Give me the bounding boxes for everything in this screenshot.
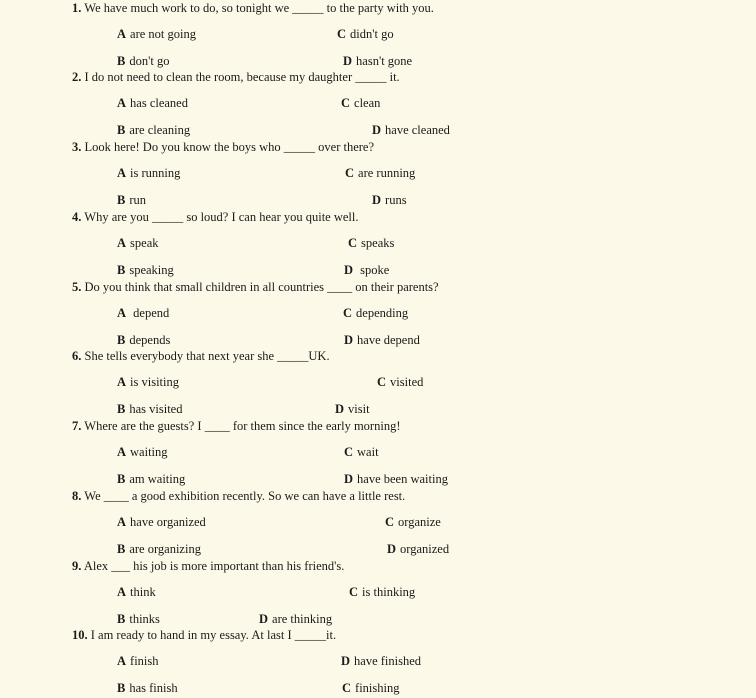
option-letter: B	[117, 193, 126, 207]
question-number: 10.	[72, 628, 88, 642]
option-text: are cleaning	[129, 123, 191, 137]
option-9b[interactable]	[117, 612, 160, 627]
option-text: hasn't gone	[356, 54, 413, 68]
option-text: don't go	[129, 54, 170, 68]
option-text: thinks	[129, 612, 160, 626]
option-text: finishing	[355, 681, 400, 695]
option-letter: B	[117, 681, 126, 695]
option-1c[interactable]	[337, 27, 394, 42]
option-1b[interactable]	[117, 54, 169, 69]
question-9	[72, 559, 344, 574]
option-text: visited	[390, 375, 424, 389]
option-text: run	[129, 193, 147, 207]
option-letter: B	[117, 333, 126, 347]
option-10b[interactable]	[117, 681, 178, 696]
option-text: clean	[354, 96, 381, 110]
question-text: Alex ___ his job is more important than his friend's.	[83, 559, 345, 573]
option-text: finish	[130, 654, 159, 668]
option-letter: B	[117, 123, 126, 137]
question-8	[72, 489, 405, 504]
option-6d[interactable]	[335, 402, 370, 417]
option-5d[interactable]	[344, 333, 420, 348]
question-text: Why are you _____ so loud? I can hear you quite well.	[84, 210, 359, 224]
option-text: think	[130, 585, 156, 599]
question-text: We ____ a good exhibition recently. So we can have a little rest.	[84, 489, 406, 503]
question-1	[72, 1, 434, 16]
option-letter: C	[348, 236, 358, 250]
option-letter: A	[117, 236, 127, 250]
option-letter: C	[345, 166, 355, 180]
option-3c[interactable]	[345, 166, 415, 181]
option-text: is running	[130, 166, 181, 180]
option-text: depend	[130, 306, 170, 320]
option-text: waiting	[130, 445, 168, 459]
option-2a[interactable]	[117, 96, 188, 111]
option-text: speak	[130, 236, 159, 250]
option-9d[interactable]	[259, 612, 332, 627]
option-10c[interactable]	[342, 681, 399, 696]
option-3d[interactable]	[372, 193, 407, 208]
option-5c[interactable]	[343, 306, 408, 321]
option-7d[interactable]	[344, 472, 448, 487]
option-1a[interactable]	[117, 27, 196, 42]
option-letter: B	[117, 542, 126, 556]
option-letter: C	[349, 585, 359, 599]
option-letter: A	[117, 306, 127, 320]
option-letter: A	[117, 654, 127, 668]
question-number: 6.	[72, 349, 82, 363]
question-text: Look here! Do you know the boys who _____ over there?	[84, 140, 375, 154]
option-letter: C	[385, 515, 395, 529]
option-text: are thinking	[272, 612, 333, 626]
option-letter: D	[344, 333, 354, 347]
option-3a[interactable]	[117, 166, 180, 181]
question-text: Where are the guests? I ____ for them since the early morning!	[84, 419, 401, 433]
option-letter: C	[342, 681, 352, 695]
option-letter: C	[377, 375, 387, 389]
option-letter: A	[117, 445, 127, 459]
option-text: runs	[385, 193, 407, 207]
option-letter: C	[341, 96, 351, 110]
option-letter: D	[372, 123, 382, 137]
question-5	[72, 280, 439, 295]
option-text: depending	[356, 306, 409, 320]
option-5b[interactable]	[117, 333, 170, 348]
option-letter: A	[117, 96, 127, 110]
option-letter: A	[117, 27, 127, 41]
option-4a[interactable]	[117, 236, 159, 251]
option-text: organized	[400, 542, 450, 556]
option-letter: D	[335, 402, 345, 416]
question-3	[72, 140, 374, 155]
question-2	[72, 70, 400, 85]
question-text: Do you think that small children in all countries ____ on their parents?	[84, 280, 439, 294]
option-text: have finished	[354, 654, 422, 668]
option-text: speaks	[361, 236, 395, 250]
option-letter: D	[343, 54, 353, 68]
question-number: 8.	[72, 489, 82, 503]
question-number: 3.	[72, 140, 82, 154]
option-4b[interactable]	[117, 263, 174, 278]
option-text: wait	[357, 445, 379, 459]
question-text: I do not need to clean the room, because my daughter _____ it.	[84, 70, 400, 84]
option-10d[interactable]	[341, 654, 421, 669]
option-text: didn't go	[350, 27, 394, 41]
option-7a[interactable]	[117, 445, 168, 460]
option-3b[interactable]	[117, 193, 146, 208]
question-number: 4.	[72, 210, 82, 224]
option-letter: D	[387, 542, 397, 556]
option-text: are organizing	[129, 542, 201, 556]
option-letter: B	[117, 263, 126, 277]
option-letter: A	[117, 166, 127, 180]
option-2b[interactable]	[117, 123, 190, 138]
option-text: has visited	[129, 402, 183, 416]
option-8b[interactable]	[117, 542, 201, 557]
option-text: have depend	[357, 333, 420, 347]
option-6b[interactable]	[117, 402, 182, 417]
option-2d[interactable]	[372, 123, 450, 138]
option-letter: A	[117, 375, 127, 389]
option-letter: A	[117, 585, 127, 599]
option-text: depends	[129, 333, 171, 347]
option-9c[interactable]	[349, 585, 415, 600]
option-letter: D	[344, 263, 354, 277]
option-letter: B	[117, 54, 126, 68]
option-letter: C	[343, 306, 353, 320]
question-number: 5.	[72, 280, 82, 294]
option-8a[interactable]	[117, 515, 206, 530]
question-number: 7.	[72, 419, 82, 433]
option-text: is thinking	[362, 585, 416, 599]
option-text: has finish	[129, 681, 178, 695]
option-letter: D	[372, 193, 382, 207]
question-10	[72, 628, 336, 643]
option-text: speaking	[129, 263, 174, 277]
question-number: 2.	[72, 70, 82, 84]
option-letter: A	[117, 515, 127, 529]
question-6	[72, 349, 330, 364]
option-letter: C	[337, 27, 347, 41]
question-7	[72, 419, 400, 434]
option-8c[interactable]	[385, 515, 441, 530]
option-letter: C	[344, 445, 354, 459]
question-text: I am ready to hand in my essay. At last I _____it.	[90, 628, 337, 642]
question-number: 9.	[72, 559, 82, 573]
option-8d[interactable]	[387, 542, 449, 557]
option-text: have cleaned	[385, 123, 450, 137]
option-letter: D	[344, 472, 354, 486]
option-text: spoke	[357, 263, 390, 277]
option-text: is visiting	[130, 375, 179, 389]
option-text: have been waiting	[357, 472, 448, 486]
option-letter: B	[117, 402, 126, 416]
question-text: She tells everybody that next year she _____UK.	[84, 349, 330, 363]
question-4	[72, 210, 359, 225]
option-text: am waiting	[129, 472, 186, 486]
option-letter: B	[117, 612, 126, 626]
option-6c[interactable]	[377, 375, 423, 390]
option-4d[interactable]	[344, 263, 389, 278]
option-9a[interactable]	[117, 585, 156, 600]
option-text: are running	[358, 166, 416, 180]
question-text: We have much work to do, so tonight we _____ to the party with you.	[84, 1, 434, 15]
option-5a[interactable]	[117, 306, 169, 321]
option-letter: D	[341, 654, 351, 668]
option-text: organize	[398, 515, 441, 529]
option-text: have organized	[130, 515, 206, 529]
option-text: are not going	[130, 27, 196, 41]
option-1d[interactable]	[343, 54, 412, 69]
option-text: has cleaned	[130, 96, 188, 110]
option-6a[interactable]	[117, 375, 179, 390]
option-4c[interactable]	[348, 236, 394, 251]
option-letter: D	[259, 612, 269, 626]
option-7c[interactable]	[344, 445, 379, 460]
option-text: visit	[348, 402, 370, 416]
option-2c[interactable]	[341, 96, 380, 111]
option-7b[interactable]	[117, 472, 185, 487]
option-10a[interactable]	[117, 654, 159, 669]
question-number: 1.	[72, 1, 82, 15]
option-letter: B	[117, 472, 126, 486]
